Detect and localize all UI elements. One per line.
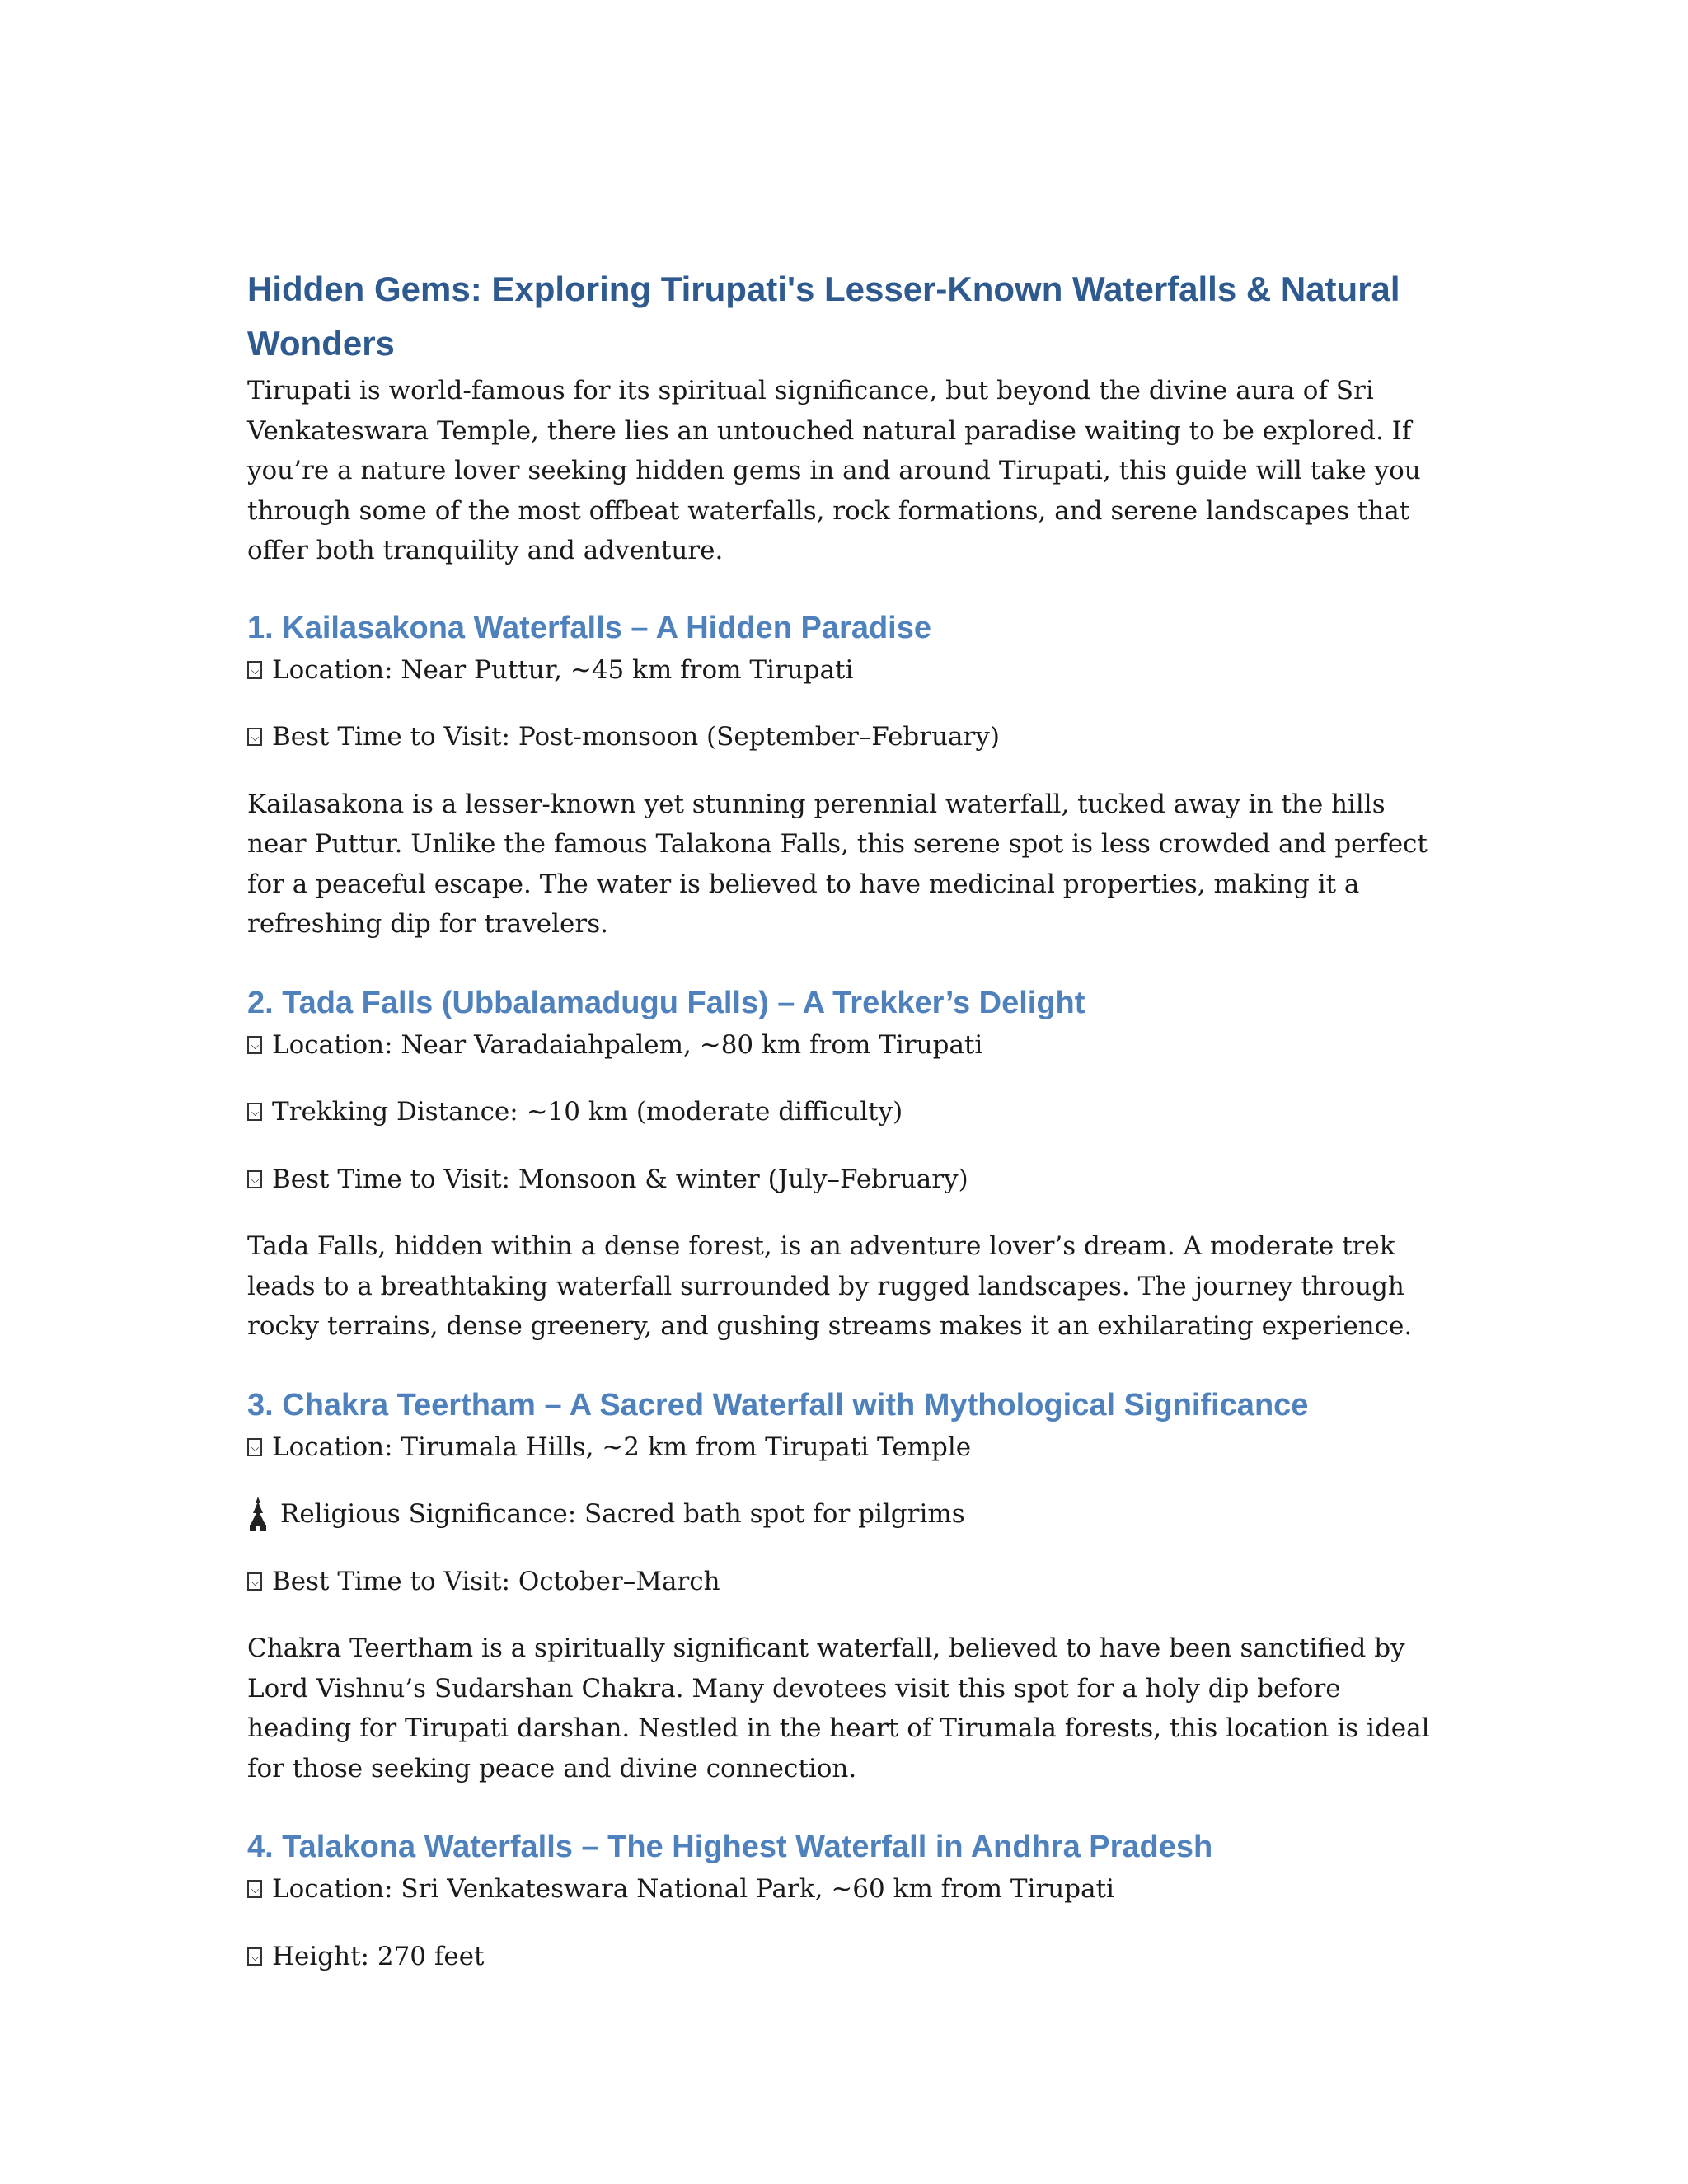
fact-text: Best Time to Visit: Monsoon & winter (July–February): [272, 1164, 968, 1194]
fact-location: [247, 1869, 1451, 1910]
fact-best-time: [247, 1562, 1451, 1602]
document-body: [247, 262, 1451, 2004]
section-tada-falls: [247, 981, 1451, 1347]
fact-text: Location: Near Varadaiahpalem, ~80 km from Tirupati: [272, 1029, 983, 1060]
fact-text: Trekking Distance: ~10 km (moderate difficulty): [272, 1097, 903, 1127]
fact-best-time: [247, 1160, 1451, 1200]
fact-religious-significance: [247, 1494, 1451, 1535]
section-heading: 1. Kailasakona Waterfalls – A Hidden Paradise: [247, 610, 931, 645]
section-chakra-teertham: [247, 1383, 1451, 1789]
temple-icon: [247, 1495, 269, 1533]
intro-paragraph: Tirupati is world-famous for its spiritual significance, but beyond the divine aura of Sri Venkateswara Temple, there lies an untouched natural paradise waiting to be explored. If you’re a nature lover seeking hidden gems in and around Tirupati, this guide will take you through some of the most offbeat waterfalls, rock formations, and serene landscapes that offer both tranquility and adventure.: [247, 376, 1421, 565]
fact-text: Location: Sri Venkateswara National Park, ~60 km from Tirupati: [272, 1874, 1114, 1904]
section-paragraph: Kailasakona is a lesser-known yet stunning perennial waterfall, tucked away in the hills near Puttur. Unlike the famous Talakona Falls, this serene spot is less crowded and perfect for a peaceful escape. The water is believed to have medicinal properties, making it a refreshing dip for travelers.: [247, 789, 1428, 939]
section-talakona: [247, 1825, 1451, 1976]
fact-trekking-distance: [247, 1092, 1451, 1132]
missing-glyph-icon: [247, 1880, 262, 1898]
missing-glyph-icon: [247, 728, 262, 746]
section-heading: 4. Talakona Waterfalls – The Highest Waterfall in Andhra Pradesh: [247, 1830, 1213, 1864]
section-kailasakona: [247, 606, 1451, 944]
page-title: Hidden Gems: Exploring Tirupati's Lesser-Known Waterfalls & Natural Wonders: [247, 269, 1400, 363]
missing-glyph-icon: [247, 1036, 262, 1054]
missing-glyph-icon: [247, 661, 262, 679]
fact-location: [247, 1427, 1451, 1468]
fact-text: Religious Significance: Sacred bath spot for pilgrims: [280, 1499, 965, 1529]
section-paragraph: Chakra Teertham is a spiritually significant waterfall, believed to have been sanctified by Lord Vishnu’s Sudarshan Chakra. Many devotees visit this spot for a holy dip before heading for Tirupati darshan. Nestled in the heart of Tirumala forests, this location is ideal for those seeking peace and divine connection.: [247, 1633, 1430, 1783]
section-heading: 2. Tada Falls (Ubbalamadugu Falls) – A Trekker’s Delight: [247, 985, 1085, 1020]
missing-glyph-icon: [247, 1438, 262, 1456]
fact-location: [247, 650, 1451, 691]
missing-glyph-icon: [247, 1103, 262, 1121]
missing-glyph-icon: [247, 1572, 262, 1591]
fact-text: Location: Near Puttur, ~45 km from Tirupati: [272, 654, 854, 685]
fact-best-time: [247, 717, 1451, 757]
fact-text: Height: 270 feet: [272, 1941, 485, 1971]
fact-height: [247, 1937, 1451, 1977]
missing-glyph-icon: [247, 1947, 262, 1966]
fact-location: [247, 1025, 1451, 1066]
section-paragraph: Tada Falls, hidden within a dense forest, is an adventure lover’s dream. A moderate trek leads to a breathtaking waterfall surrounded by rugged landscapes. The journey through rocky terrains, dense greenery, and gushing streams makes it an exhilarating experience.: [247, 1231, 1413, 1341]
missing-glyph-icon: [247, 1170, 262, 1188]
fact-text: Best Time to Visit: Post-monsoon (September–February): [272, 722, 1000, 752]
section-heading: 3. Chakra Teertham – A Sacred Waterfall with Mythological Significance: [247, 1387, 1309, 1422]
fact-text: Best Time to Visit: October–March: [272, 1566, 720, 1596]
fact-text: Location: Tirumala Hills, ~2 km from Tirupati Temple: [272, 1432, 972, 1462]
